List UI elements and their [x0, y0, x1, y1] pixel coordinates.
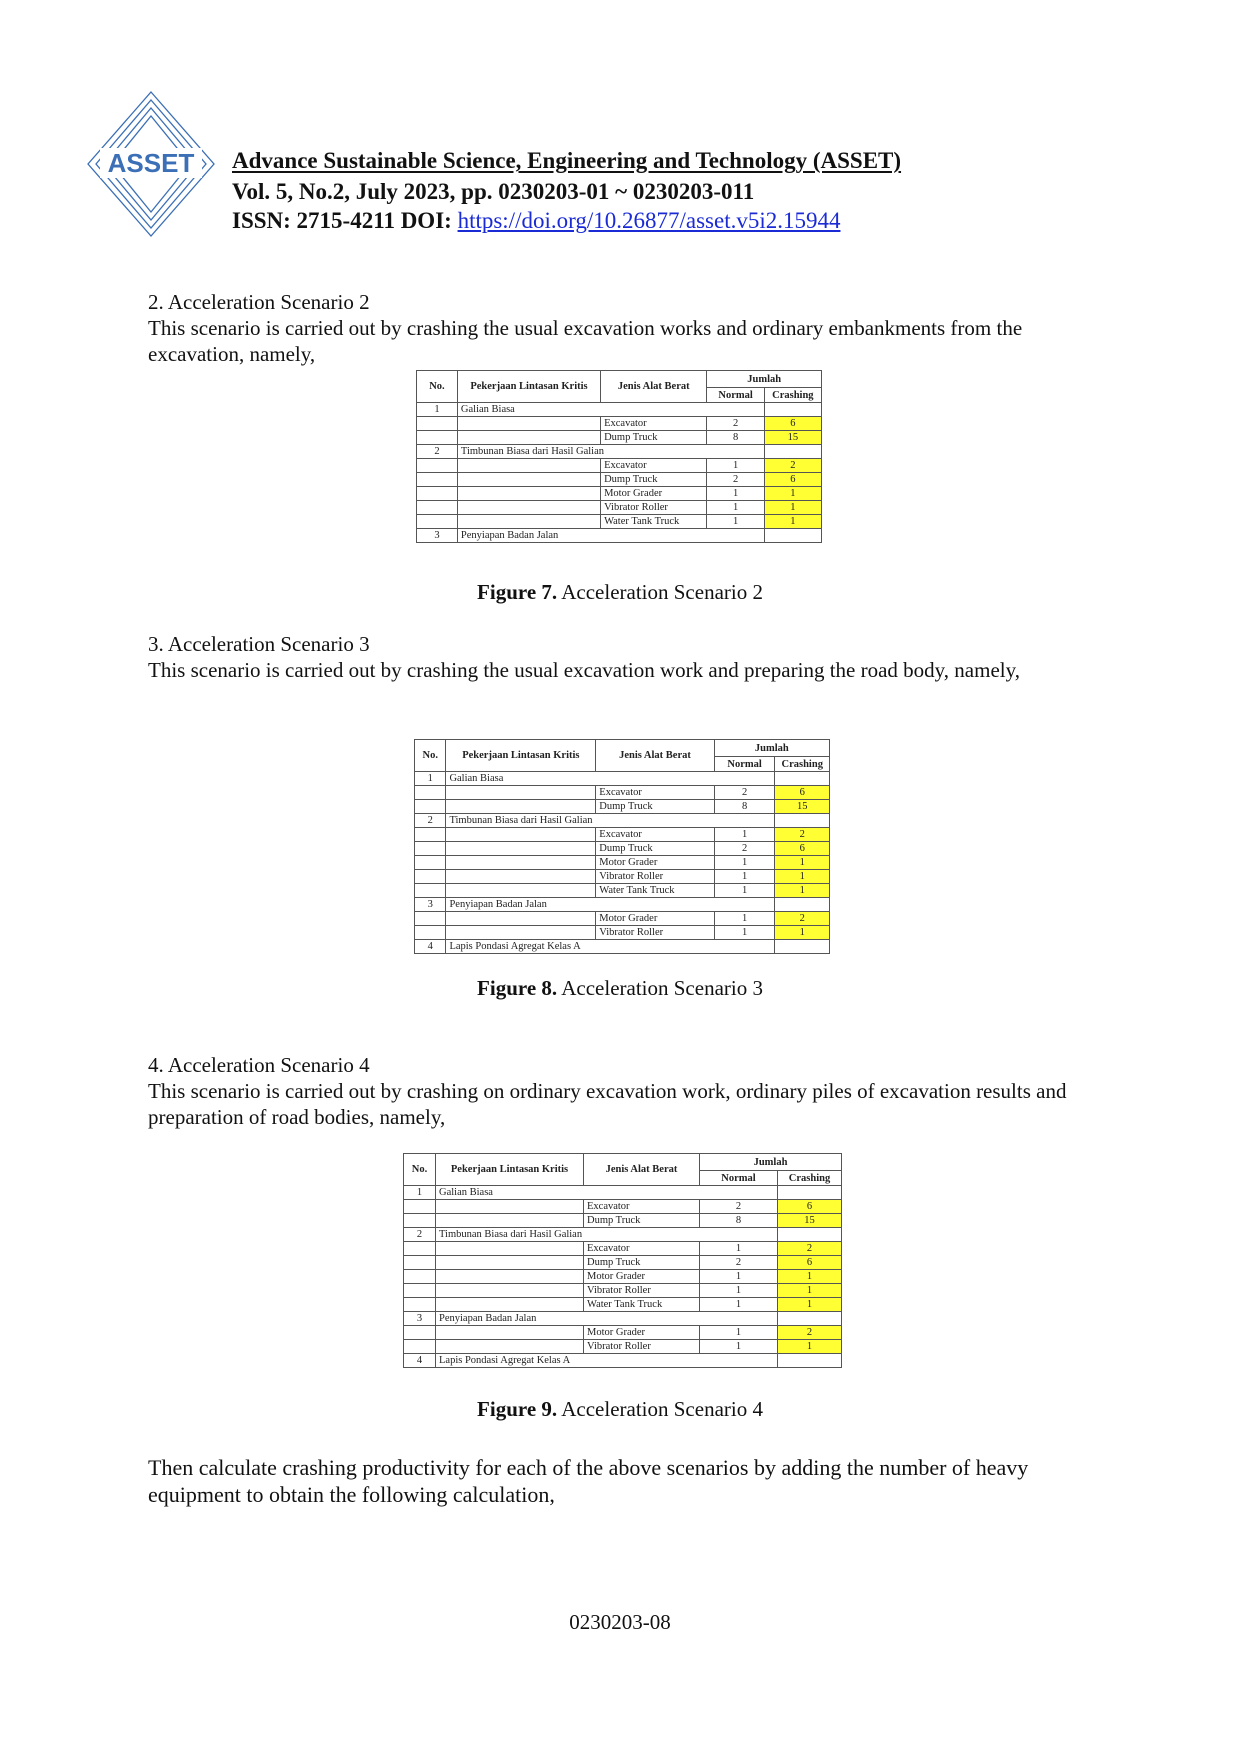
cell-crashing-empty: [778, 1186, 842, 1200]
table-row: [404, 1242, 842, 1256]
cell-job: Galian Biasa: [446, 772, 714, 786]
cell-normal: 2: [707, 473, 764, 487]
cell-job-empty: [436, 1284, 584, 1298]
cell-normal: 1: [700, 1298, 778, 1312]
journal-issn: [232, 208, 840, 234]
header-job: Pekerjaan Lintasan Kritis: [436, 1154, 584, 1186]
cell-no: 1: [404, 1186, 436, 1200]
cell-job: Galian Biasa: [436, 1186, 700, 1200]
cell-crashing: 15: [778, 1214, 842, 1228]
cell-equipment: Dump Truck: [584, 1256, 700, 1270]
table-row: [415, 814, 830, 828]
cell-job: Timbunan Biasa dari Hasil Galian: [457, 445, 707, 459]
cell-equipment: Vibrator Roller: [596, 870, 714, 884]
figure-9-text: Acceleration Scenario 4: [557, 1397, 763, 1421]
cell-equipment: Motor Grader: [601, 487, 707, 501]
cell-normal-empty: [714, 940, 775, 954]
cell-no-empty: [417, 459, 458, 473]
cell-equipment: Dump Truck: [596, 800, 714, 814]
table-row: [417, 431, 822, 445]
cell-equipment: Motor Grader: [596, 912, 714, 926]
cell-job-empty: [446, 912, 596, 926]
cell-crashing: 6: [764, 417, 821, 431]
cell-crashing: 2: [778, 1242, 842, 1256]
table-row: [404, 1284, 842, 1298]
header-no: No.: [404, 1154, 436, 1186]
cell-no-empty: [417, 431, 458, 445]
table-row: [417, 459, 822, 473]
cell-equipment: Vibrator Roller: [584, 1340, 700, 1354]
cell-normal-empty: [714, 898, 775, 912]
cell-job: Lapis Pondasi Agregat Kelas A: [446, 940, 714, 954]
header-crashing: Crashing: [775, 757, 830, 772]
header-jumlah: Jumlah: [707, 371, 822, 388]
table-row: [415, 842, 830, 856]
cell-normal: 1: [700, 1326, 778, 1340]
cell-equipment: Motor Grader: [596, 856, 714, 870]
cell-job-empty: [446, 884, 596, 898]
cell-job: Penyiapan Badan Jalan: [457, 529, 707, 543]
cell-no-empty: [415, 912, 446, 926]
cell-crashing: 2: [778, 1326, 842, 1340]
cell-crashing: 6: [775, 842, 830, 856]
table-row: [415, 870, 830, 884]
cell-crashing: 2: [775, 828, 830, 842]
cell-job: Lapis Pondasi Agregat Kelas A: [436, 1354, 700, 1368]
page-number: 0230203-08: [569, 1610, 671, 1634]
cell-crashing-empty: [775, 898, 830, 912]
cell-job-empty: [436, 1200, 584, 1214]
cell-job-empty: [446, 786, 596, 800]
header-equipment: Jenis Alat Berat: [584, 1154, 700, 1186]
table-row: [404, 1354, 842, 1368]
cell-job-empty: [436, 1340, 584, 1354]
table-row: [415, 912, 830, 926]
cell-equipment: Excavator: [601, 417, 707, 431]
cell-crashing: 6: [764, 473, 821, 487]
cell-normal: 1: [700, 1242, 778, 1256]
cell-crashing: 1: [775, 926, 830, 940]
cell-no: 3: [417, 529, 458, 543]
header-crashing: Crashing: [764, 388, 821, 403]
cell-no-empty: [404, 1200, 436, 1214]
journal-title: Advance Sustainable Science, Engineering and Technology (ASSET): [232, 148, 902, 173]
cell-crashing: 6: [775, 786, 830, 800]
cell-crashing: 15: [764, 431, 821, 445]
cell-crashing: 1: [778, 1270, 842, 1284]
cell-job-empty: [436, 1298, 584, 1312]
cell-job-empty: [457, 515, 600, 529]
cell-job-empty: [457, 417, 600, 431]
cell-normal-empty: [700, 1228, 778, 1242]
cell-job-empty: [457, 459, 600, 473]
table-row: [417, 473, 822, 487]
table-row: [415, 828, 830, 842]
cell-no-empty: [415, 870, 446, 884]
cell-crashing: 1: [778, 1284, 842, 1298]
cell-no-empty: [415, 800, 446, 814]
cell-crashing: 1: [778, 1298, 842, 1312]
table-row: [415, 926, 830, 940]
cell-crashing: 1: [775, 870, 830, 884]
header-equipment: Jenis Alat Berat: [596, 740, 714, 772]
issn-label: ISSN: 2715-4211 DOI:: [232, 208, 452, 233]
cell-job-empty: [457, 431, 600, 445]
table-row: [417, 445, 822, 459]
cell-job: Galian Biasa: [457, 403, 707, 417]
header-jumlah: Jumlah: [700, 1154, 842, 1171]
section-body-3: This scenario is carried out by crashing the usual excavation work and preparing the road body, namely,: [148, 658, 1020, 682]
header-job: Pekerjaan Lintasan Kritis: [446, 740, 596, 772]
cell-crashing-empty: [775, 940, 830, 954]
cell-no: 1: [415, 772, 446, 786]
cell-normal: 2: [700, 1200, 778, 1214]
cell-normal: 2: [714, 786, 775, 800]
cell-no-empty: [417, 417, 458, 431]
cell-normal: 1: [714, 884, 775, 898]
cell-normal: 1: [714, 912, 775, 926]
figure-7-text: Acceleration Scenario 2: [557, 580, 763, 604]
cell-equipment: Excavator: [584, 1242, 700, 1256]
header-no: No.: [417, 371, 458, 403]
table-row: [404, 1228, 842, 1242]
cell-equipment: Excavator: [584, 1200, 700, 1214]
cell-normal-empty: [714, 814, 775, 828]
cell-normal: 1: [714, 870, 775, 884]
table-row: [417, 501, 822, 515]
cell-job-empty: [446, 856, 596, 870]
cell-crashing-empty: [778, 1312, 842, 1326]
cell-no-empty: [404, 1298, 436, 1312]
cell-no-empty: [417, 515, 458, 529]
cell-no: 3: [415, 898, 446, 912]
cell-crashing: 1: [775, 856, 830, 870]
cell-normal-empty: [700, 1354, 778, 1368]
cell-equipment: Vibrator Roller: [584, 1284, 700, 1298]
cell-job: Penyiapan Badan Jalan: [446, 898, 714, 912]
table-row: [415, 856, 830, 870]
cell-no-empty: [404, 1340, 436, 1354]
header-normal: Normal: [714, 757, 775, 772]
asset-logo: [86, 90, 216, 238]
cell-crashing: 6: [778, 1200, 842, 1214]
cell-no-empty: [404, 1242, 436, 1256]
cell-equipment: Dump Truck: [601, 431, 707, 445]
cell-crashing-empty: [775, 814, 830, 828]
cell-job-empty: [446, 828, 596, 842]
cell-equipment: Dump Truck: [601, 473, 707, 487]
cell-job-empty: [446, 842, 596, 856]
cell-equipment: Motor Grader: [584, 1326, 700, 1340]
closing-paragraph: Then calculate crashing productivity for each of the above scenarios by adding the number of heavy equipment to obtain the following calculation,: [148, 1455, 1029, 1507]
cell-normal: 1: [707, 501, 764, 515]
cell-equipment: Vibrator Roller: [601, 501, 707, 515]
section-body-4: This scenario is carried out by crashing on ordinary excavation work, ordinary piles of excavation results and preparation of road bodies, namely,: [148, 1079, 1067, 1129]
table-row: [415, 940, 830, 954]
cell-equipment: Water Tank Truck: [584, 1298, 700, 1312]
cell-crashing-empty: [775, 772, 830, 786]
cell-equipment: Dump Truck: [596, 842, 714, 856]
cell-job-empty: [446, 800, 596, 814]
figure-8-text: Acceleration Scenario 3: [557, 976, 763, 1000]
cell-no: 3: [404, 1312, 436, 1326]
scenario-4-table: [403, 1153, 842, 1368]
cell-crashing: 2: [764, 459, 821, 473]
section-heading-3: 3. Acceleration Scenario 3: [148, 632, 370, 656]
section-heading-2: 2. Acceleration Scenario 2: [148, 290, 370, 314]
cell-normal: 8: [714, 800, 775, 814]
header-normal: Normal: [707, 388, 764, 403]
cell-crashing: 1: [775, 884, 830, 898]
figure-9-label: Figure 9.: [477, 1397, 558, 1421]
cell-no-empty: [415, 842, 446, 856]
cell-normal: 2: [700, 1256, 778, 1270]
cell-normal: 8: [707, 431, 764, 445]
cell-equipment: Excavator: [596, 828, 714, 842]
cell-normal-empty: [707, 529, 764, 543]
cell-equipment: Vibrator Roller: [596, 926, 714, 940]
cell-no: 2: [415, 814, 446, 828]
cell-crashing-empty: [764, 403, 821, 417]
cell-job: Timbunan Biasa dari Hasil Galian: [436, 1228, 700, 1242]
cell-crashing: 15: [775, 800, 830, 814]
header-job: Pekerjaan Lintasan Kritis: [457, 371, 600, 403]
cell-normal: 1: [700, 1270, 778, 1284]
cell-crashing: 6: [778, 1256, 842, 1270]
cell-normal: 1: [700, 1340, 778, 1354]
cell-job-empty: [436, 1214, 584, 1228]
cell-no-empty: [417, 487, 458, 501]
cell-no-empty: [404, 1256, 436, 1270]
section-body-2: This scenario is carried out by crashing the usual excavation works and ordinary embankments from the excavation, namely,: [148, 316, 1023, 366]
figure-7-caption: [0, 580, 1240, 605]
cell-no-empty: [404, 1284, 436, 1298]
cell-normal: 2: [707, 417, 764, 431]
cell-no: 4: [404, 1354, 436, 1368]
table-row: [404, 1340, 842, 1354]
header-jumlah: Jumlah: [714, 740, 829, 757]
table-row: [404, 1298, 842, 1312]
cell-crashing-empty: [778, 1228, 842, 1242]
cell-no-empty: [404, 1214, 436, 1228]
cell-normal: 1: [700, 1284, 778, 1298]
cell-job-empty: [436, 1270, 584, 1284]
cell-no-empty: [415, 828, 446, 842]
table-row: [404, 1270, 842, 1284]
cell-job-empty: [436, 1256, 584, 1270]
cell-normal: 1: [707, 515, 764, 529]
cell-no-empty: [415, 884, 446, 898]
table-row: [417, 417, 822, 431]
table-row: [415, 786, 830, 800]
cell-no-empty: [417, 473, 458, 487]
cell-equipment: Motor Grader: [584, 1270, 700, 1284]
cell-no-empty: [404, 1326, 436, 1340]
cell-job-empty: [446, 926, 596, 940]
cell-crashing: 1: [778, 1340, 842, 1354]
cell-normal-empty: [707, 445, 764, 459]
cell-job-empty: [436, 1326, 584, 1340]
header-equipment: Jenis Alat Berat: [601, 371, 707, 403]
logo-text: ASSET: [107, 148, 195, 178]
table-row: [404, 1326, 842, 1340]
scenario-3-table: [414, 739, 830, 954]
table-row: [417, 487, 822, 501]
cell-equipment: Water Tank Truck: [601, 515, 707, 529]
cell-crashing-empty: [778, 1354, 842, 1368]
cell-job-empty: [436, 1242, 584, 1256]
table-row: [417, 515, 822, 529]
cell-crashing: 1: [764, 501, 821, 515]
cell-normal: 8: [700, 1214, 778, 1228]
scenario-2-table: [416, 370, 822, 543]
cell-crashing: 2: [775, 912, 830, 926]
cell-crashing: 1: [764, 515, 821, 529]
cell-job: Timbunan Biasa dari Hasil Galian: [446, 814, 714, 828]
cell-job-empty: [457, 501, 600, 515]
table-row: [417, 403, 822, 417]
table-row: [404, 1200, 842, 1214]
header-crashing: Crashing: [778, 1171, 842, 1186]
doi-link[interactable]: https://doi.org/10.26877/asset.v5i2.15944: [457, 208, 841, 233]
cell-crashing: 1: [764, 487, 821, 501]
table-row: [415, 800, 830, 814]
cell-no: 2: [417, 445, 458, 459]
figure-9-caption: [0, 1397, 1240, 1422]
cell-crashing-empty: [764, 445, 821, 459]
cell-no-empty: [415, 856, 446, 870]
table-row: [404, 1214, 842, 1228]
cell-job-empty: [457, 473, 600, 487]
cell-normal-empty: [700, 1186, 778, 1200]
section-heading-4: 4. Acceleration Scenario 4: [148, 1053, 370, 1077]
cell-no-empty: [415, 926, 446, 940]
cell-normal: 1: [707, 487, 764, 501]
figure-8-label: Figure 8.: [477, 976, 558, 1000]
table-row: [404, 1186, 842, 1200]
table-row: [404, 1256, 842, 1270]
cell-normal-empty: [714, 772, 775, 786]
cell-normal: 2: [714, 842, 775, 856]
cell-no-empty: [404, 1270, 436, 1284]
cell-no: 2: [404, 1228, 436, 1242]
header-normal: Normal: [700, 1171, 778, 1186]
cell-job: Penyiapan Badan Jalan: [436, 1312, 700, 1326]
table-row: [417, 529, 822, 543]
cell-crashing-empty: [764, 529, 821, 543]
cell-job-empty: [457, 487, 600, 501]
cell-no-empty: [417, 501, 458, 515]
cell-normal: 1: [714, 828, 775, 842]
cell-normal-empty: [707, 403, 764, 417]
figure-7-label: Figure 7.: [477, 580, 558, 604]
journal-volume: Vol. 5, No.2, July 2023, pp. 0230203-01 ~ 0230203-011: [232, 179, 755, 204]
cell-normal-empty: [700, 1312, 778, 1326]
cell-normal: 1: [714, 926, 775, 940]
cell-equipment: Excavator: [601, 459, 707, 473]
cell-no: 1: [417, 403, 458, 417]
cell-equipment: Excavator: [596, 786, 714, 800]
header-no: No.: [415, 740, 446, 772]
cell-normal: 1: [707, 459, 764, 473]
cell-equipment: Water Tank Truck: [596, 884, 714, 898]
table-row: [415, 772, 830, 786]
table-row: [415, 884, 830, 898]
cell-no: 4: [415, 940, 446, 954]
cell-normal: 1: [714, 856, 775, 870]
cell-equipment: Dump Truck: [584, 1214, 700, 1228]
cell-no-empty: [415, 786, 446, 800]
table-row: [404, 1312, 842, 1326]
table-row: [415, 898, 830, 912]
cell-job-empty: [446, 870, 596, 884]
figure-8-caption: [0, 976, 1240, 1001]
